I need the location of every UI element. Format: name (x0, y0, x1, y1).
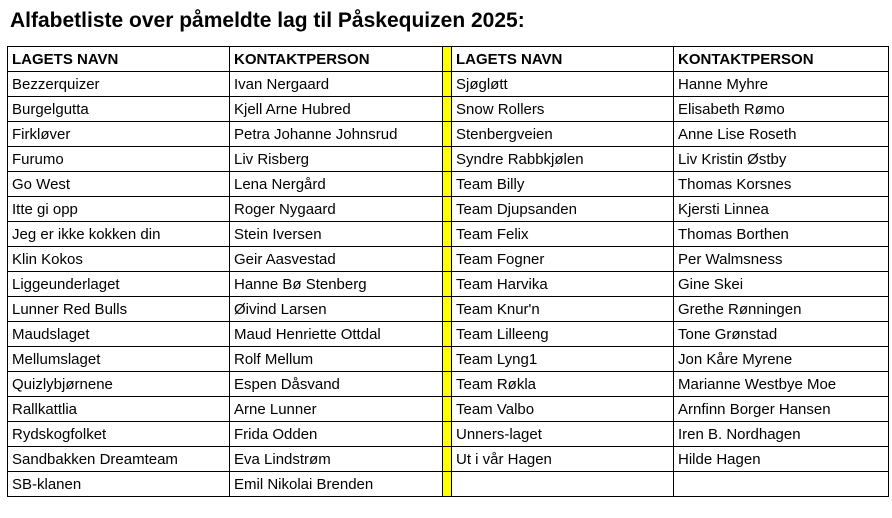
column-separator (443, 247, 452, 272)
contact-person-cell: Roger Nygaard (230, 197, 443, 222)
team-name-cell: SB-klanen (8, 472, 230, 497)
team-name-cell: Rydskogfolket (8, 422, 230, 447)
column-separator (443, 197, 452, 222)
contact-person-cell: Espen Dåsvand (230, 372, 443, 397)
contact-person-cell: Jon Kåre Myrene (674, 347, 889, 372)
team-name-cell: Team Harvika (452, 272, 674, 297)
team-name-cell: Sandbakken Dreamteam (8, 447, 230, 472)
contact-person-cell: Per Walmsness (674, 247, 889, 272)
table-row (8, 422, 889, 447)
table-row (8, 147, 889, 172)
contact-person-cell: Elisabeth Rømo (674, 97, 889, 122)
header-team-left: LAGETS NAVN (8, 47, 230, 72)
contact-person-cell: Stein Iversen (230, 222, 443, 247)
header-contact-left: KONTAKTPERSON (230, 47, 443, 72)
table-row (8, 322, 889, 347)
column-separator (443, 272, 452, 297)
contact-person-cell: Thomas Borthen (674, 222, 889, 247)
contact-person-cell: Kjell Arne Hubred (230, 97, 443, 122)
team-name-cell: Unners-laget (452, 422, 674, 447)
table-row (8, 197, 889, 222)
team-name-cell: Ut i vår Hagen (452, 447, 674, 472)
table-row (8, 447, 889, 472)
team-name-cell: Maudslaget (8, 322, 230, 347)
contact-person-cell: Lena Nergård (230, 172, 443, 197)
table-row (8, 97, 889, 122)
team-name-cell: Team Valbo (452, 397, 674, 422)
table-row (8, 72, 889, 97)
team-name-cell: Quizlybjørnene (8, 372, 230, 397)
team-name-cell: Liggeunderlaget (8, 272, 230, 297)
contact-person-cell: Iren B. Nordhagen (674, 422, 889, 447)
contact-person-cell: Hilde Hagen (674, 447, 889, 472)
team-name-cell: Team Felix (452, 222, 674, 247)
team-list-table (7, 46, 889, 497)
team-name-cell: Team Djupsanden (452, 197, 674, 222)
column-separator (443, 172, 452, 197)
contact-person-cell: Maud Henriette Ottdal (230, 322, 443, 347)
team-name-cell: Jeg er ikke kokken din (8, 222, 230, 247)
column-separator (443, 347, 452, 372)
column-separator (443, 372, 452, 397)
column-separator (443, 147, 452, 172)
team-name-cell: Burgelgutta (8, 97, 230, 122)
table-row (8, 372, 889, 397)
table-row (8, 397, 889, 422)
contact-person-cell: Marianne Westbye Moe (674, 372, 889, 397)
column-separator (443, 297, 452, 322)
team-name-cell: Firkløver (8, 122, 230, 147)
column-separator (443, 47, 452, 72)
column-separator (443, 97, 452, 122)
team-name-cell: Sjøgløtt (452, 72, 674, 97)
table-row (8, 122, 889, 147)
column-separator (443, 322, 452, 347)
table-row (8, 347, 889, 372)
table-row (8, 272, 889, 297)
contact-person-cell: Frida Odden (230, 422, 443, 447)
column-separator (443, 72, 452, 97)
table-row (8, 472, 889, 497)
team-name-cell: Team Billy (452, 172, 674, 197)
contact-person-cell: Hanne Bø Stenberg (230, 272, 443, 297)
column-separator (443, 222, 452, 247)
team-name-cell: Rallkattlia (8, 397, 230, 422)
table-row (8, 297, 889, 322)
column-separator (443, 472, 452, 497)
contact-person-cell: Arne Lunner (230, 397, 443, 422)
team-name-cell: Team Knur'n (452, 297, 674, 322)
team-name-cell (452, 472, 674, 497)
contact-person-cell: Grethe Rønningen (674, 297, 889, 322)
team-name-cell: Go West (8, 172, 230, 197)
team-name-cell: Team Røkla (452, 372, 674, 397)
contact-person-cell: Kjersti Linnea (674, 197, 889, 222)
contact-person-cell: Arnfinn Borger Hansen (674, 397, 889, 422)
team-name-cell: Stenbergveien (452, 122, 674, 147)
header-row (8, 47, 889, 72)
column-separator (443, 422, 452, 447)
contact-person-cell: Geir Aasvestad (230, 247, 443, 272)
contact-person-cell: Petra Johanne Johnsrud (230, 122, 443, 147)
table-row (8, 222, 889, 247)
team-name-cell: Team Lyng1 (452, 347, 674, 372)
team-name-cell: Itte gi opp (8, 197, 230, 222)
contact-person-cell: Rolf Mellum (230, 347, 443, 372)
contact-person-cell: Øivind Larsen (230, 297, 443, 322)
header-contact-right: KONTAKTPERSON (674, 47, 889, 72)
team-name-cell: Syndre Rabbkjølen (452, 147, 674, 172)
contact-person-cell: Emil Nikolai Brenden (230, 472, 443, 497)
contact-person-cell: Liv Risberg (230, 147, 443, 172)
team-name-cell: Snow Rollers (452, 97, 674, 122)
team-name-cell: Klin Kokos (8, 247, 230, 272)
header-team-right: LAGETS NAVN (452, 47, 674, 72)
team-name-cell: Furumo (8, 147, 230, 172)
contact-person-cell: Hanne Myhre (674, 72, 889, 97)
contact-person-cell: Gine Skei (674, 272, 889, 297)
table-row (8, 247, 889, 272)
contact-person-cell: Eva Lindstrøm (230, 447, 443, 472)
contact-person-cell (674, 472, 889, 497)
contact-person-cell: Tone Grønstad (674, 322, 889, 347)
team-name-cell: Lunner Red Bulls (8, 297, 230, 322)
page-title: Alfabetliste over påmeldte lag til Påskequizen 2025: (10, 9, 525, 32)
contact-person-cell: Thomas Korsnes (674, 172, 889, 197)
column-separator (443, 397, 452, 422)
team-name-cell: Team Lilleeng (452, 322, 674, 347)
team-name-cell: Bezzerquizer (8, 72, 230, 97)
contact-person-cell: Anne Lise Roseth (674, 122, 889, 147)
column-separator (443, 122, 452, 147)
table-row (8, 172, 889, 197)
contact-person-cell: Ivan Nergaard (230, 72, 443, 97)
contact-person-cell: Liv Kristin Østby (674, 147, 889, 172)
team-name-cell: Mellumslaget (8, 347, 230, 372)
team-name-cell: Team Fogner (452, 247, 674, 272)
column-separator (443, 447, 452, 472)
